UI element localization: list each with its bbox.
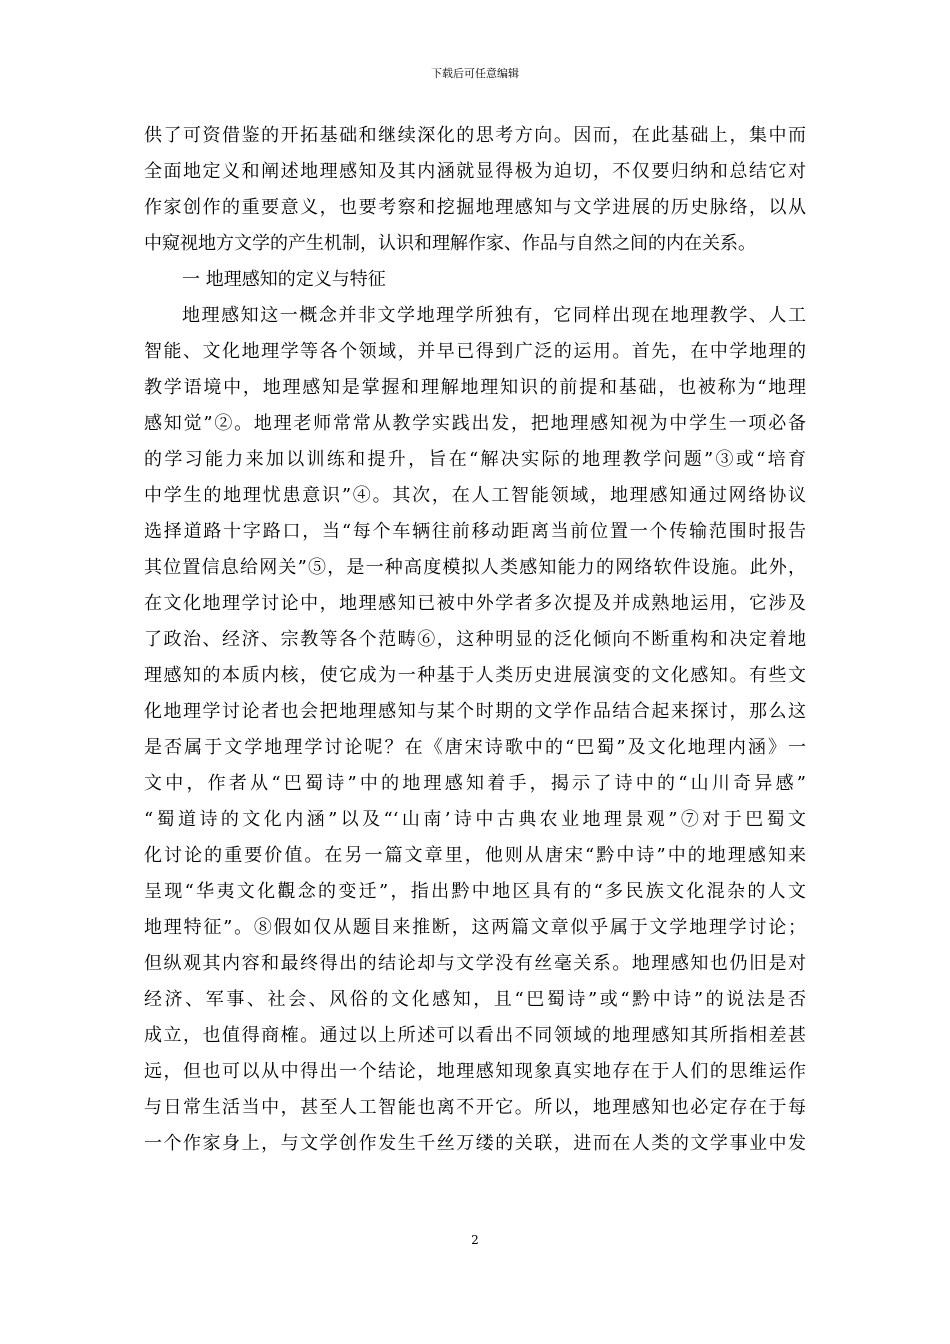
text-line: 与日常生活当中，甚至人工智能也离不开它。所以，地理感知也必定存在于每 [144, 1097, 806, 1118]
page-number: 2 [471, 1233, 479, 1247]
text-line: 呈现“华夷文化觀念的变迁”，指出黔中地区具有的“多民族文化混杂的人文 [144, 881, 806, 902]
text-line: 经济、军事、社会、风俗的文化感知，且“巴蜀诗”或“黔中诗”的说法是否 [144, 989, 806, 1010]
text-line: 中窥视地方文学的产生机制，认识和理解作家、作品与自然之间的内在关系。 [144, 233, 756, 254]
page-header: 下载后可任意编辑 [431, 67, 519, 80]
text-line: 中学生的地理忧患意识”④。其次，在人工智能领域，地理感知通过网络协议 [144, 485, 806, 506]
text-line: 其位置信息给网关”⑤，是一种高度模拟人类感知能力的网络软件设施。此外， [144, 557, 806, 578]
text-line: 了政治、经济、宗教等各个范畴⑥，这种明显的泛化倾向不断重构和决定着地 [144, 629, 806, 650]
text-line: 教学语境中，地理感知是掌握和理解地理知识的前提和基础，也被称为“地理 [144, 377, 806, 398]
text-line: 化讨论的重要价值。在另一篇文章里，他则从唐宋“黔中诗”中的地理感知来 [144, 845, 806, 866]
text-line: 全面地定义和阐述地理感知及其内涵就显得极为迫切，不仅要归纳和总结它对 [144, 161, 806, 182]
text-line: “蜀道诗的文化内涵”以及“‘山南’诗中古典农业地理景观”⑦对于巴蜀文 [144, 809, 806, 830]
text-line: 作家创作的重要意义，也要考察和挖掘地理感知与文学进展的历史脉络，以从 [144, 197, 806, 218]
text-line: 理感知的本质内核，使它成为一种基于人类历史进展演变的文化感知。有些文 [144, 665, 806, 686]
text-line: 智能、文化地理学等各个领域，并早已得到广泛的运用。首先，在中学地理的 [144, 341, 806, 362]
text-line: 感知觉”②。地理老师常常从教学实践出发，把地理感知视为中学生一项必备 [144, 413, 806, 434]
text-line: 在文化地理学讨论中，地理感知已被中外学者多次提及并成熟地运用，它涉及 [144, 593, 806, 614]
text-line: 是否属于文学地理学讨论呢？在《唐宋诗歌中的“巴蜀”及文化地理内涵》一 [144, 737, 806, 758]
text-line: 成立，也值得商榷。通过以上所述可以看出不同领域的地理感知其所指相差甚 [144, 1025, 806, 1046]
section-heading: 一 地理感知的定义与特征 [182, 269, 386, 290]
text-line: 文中，作者从“巴蜀诗”中的地理感知着手，揭示了诗中的“山川奇异感” [144, 773, 806, 794]
text-line: 远，但也可以从中得出一个结论，地理感知现象真实地存在于人们的思维运作 [144, 1061, 806, 1082]
text-line: 的学习能力来加以训练和提升，旨在“解决实际的地理教学问题”③或“培育 [144, 449, 806, 470]
text-line: 地理感知这一概念并非文学地理学所独有，它同样出现在地理教学、人工 [182, 305, 806, 326]
text-line: 一个作家身上，与文学创作发生千丝万缕的关联，进而在人类的文学事业中发 [144, 1133, 806, 1154]
text-line: 选择道路十字路口，当“每个车辆往前移动距离当前位置一个传输范围时报告 [144, 521, 806, 542]
body-text [144, 118, 806, 1162]
text-line: 地理特征”。⑧假如仅从题目来推断，这两篇文章似乎属于文学地理学讨论； [144, 917, 806, 938]
text-line: 化地理学讨论者也会把地理感知与某个时期的文学作品结合起来探讨，那么这 [144, 701, 806, 722]
text-line: 供了可资借鉴的开拓基础和继续深化的思考方向。因而，在此基础上，集中而 [144, 125, 806, 146]
text-line: 但纵观其内容和最终得出的结论却与文学没有丝毫关系。地理感知也仍旧是对 [144, 953, 806, 974]
